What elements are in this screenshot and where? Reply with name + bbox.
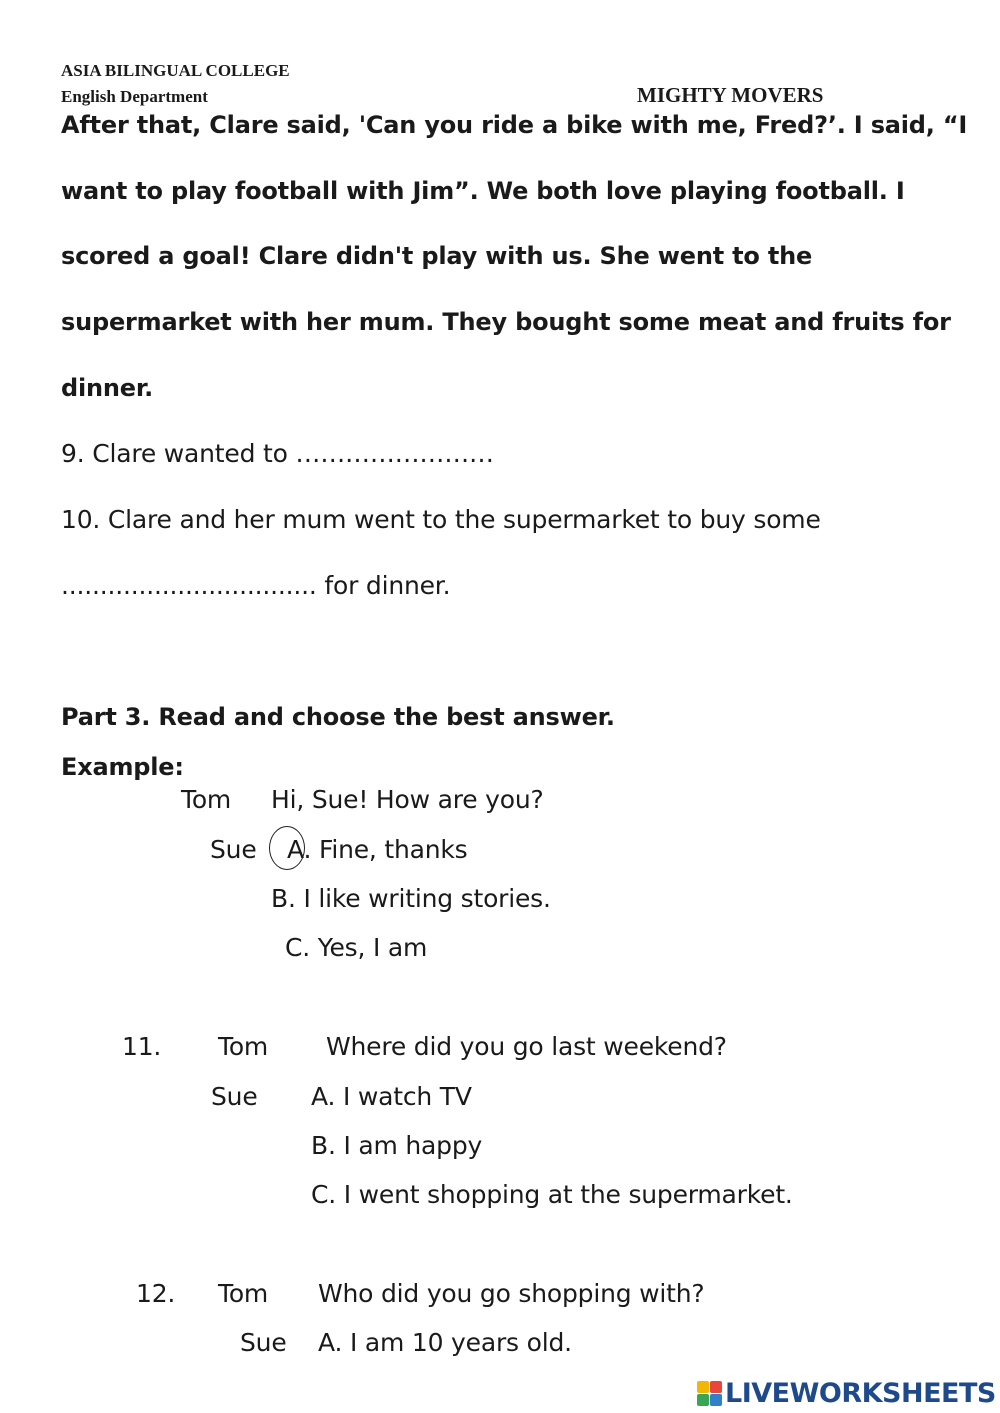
story-line-3: scored a goal! Clare didn't play with us. She went to the	[61, 242, 813, 270]
question-12-speaker-sue: Sue	[240, 1328, 287, 1357]
question-11-speaker-sue: Sue	[211, 1082, 258, 1111]
watermark-text: LIVEWORKSHEETS	[725, 1377, 996, 1409]
example-option-a: A. Fine, thanks	[287, 835, 468, 864]
story-line-2: want to play football with Jim”. We both love playing football. I	[61, 177, 905, 205]
story-line-4: supermarket with her mum. They bought some meat and fruits for	[61, 308, 951, 336]
question-12-prompt: Who did you go shopping with?	[318, 1279, 705, 1308]
question-11-option-c: C. I went shopping at the supermarket.	[311, 1180, 793, 1209]
question-11-number: 11.	[122, 1032, 162, 1061]
example-option-b: B. I like writing stories.	[271, 884, 551, 913]
liveworksheets-logo-icon	[697, 1381, 722, 1406]
question-12-number: 12.	[136, 1279, 176, 1308]
example-speaker-sue: Sue	[210, 835, 257, 864]
school-name: ASIA BILINGUAL COLLEGE	[61, 61, 290, 80]
liveworksheets-watermark	[697, 1376, 996, 1410]
question-12-option-a: A. I am 10 years old.	[318, 1328, 572, 1357]
level-title: MIGHTY MOVERS	[637, 83, 824, 107]
example-prompt: Hi, Sue! How are you?	[271, 785, 544, 814]
question-10-line-2: ................................. for dinner.	[61, 571, 451, 600]
story-line-1: After that, Clare said, 'Can you ride a bike with me, Fred?’. I said, “I	[61, 111, 968, 139]
question-11-prompt: Where did you go last weekend?	[326, 1032, 727, 1061]
question-11-speaker-tom: Tom	[218, 1032, 269, 1061]
question-12-speaker-tom: Tom	[218, 1279, 269, 1308]
example-label: Example:	[61, 753, 184, 781]
story-line-5: dinner.	[61, 374, 153, 402]
question-9: 9. Clare wanted to ……………………	[61, 439, 494, 468]
question-11-option-a: A. I watch TV	[311, 1082, 472, 1111]
example-speaker-tom: Tom	[181, 785, 232, 814]
department-name: English Department	[61, 87, 208, 106]
part-3-title: Part 3. Read and choose the best answer.	[61, 703, 615, 731]
example-option-c: C. Yes, I am	[285, 933, 428, 962]
question-11-option-b: B. I am happy	[311, 1131, 483, 1160]
question-10-line-1: 10. Clare and her mum went to the supermarket to buy some	[61, 505, 821, 534]
